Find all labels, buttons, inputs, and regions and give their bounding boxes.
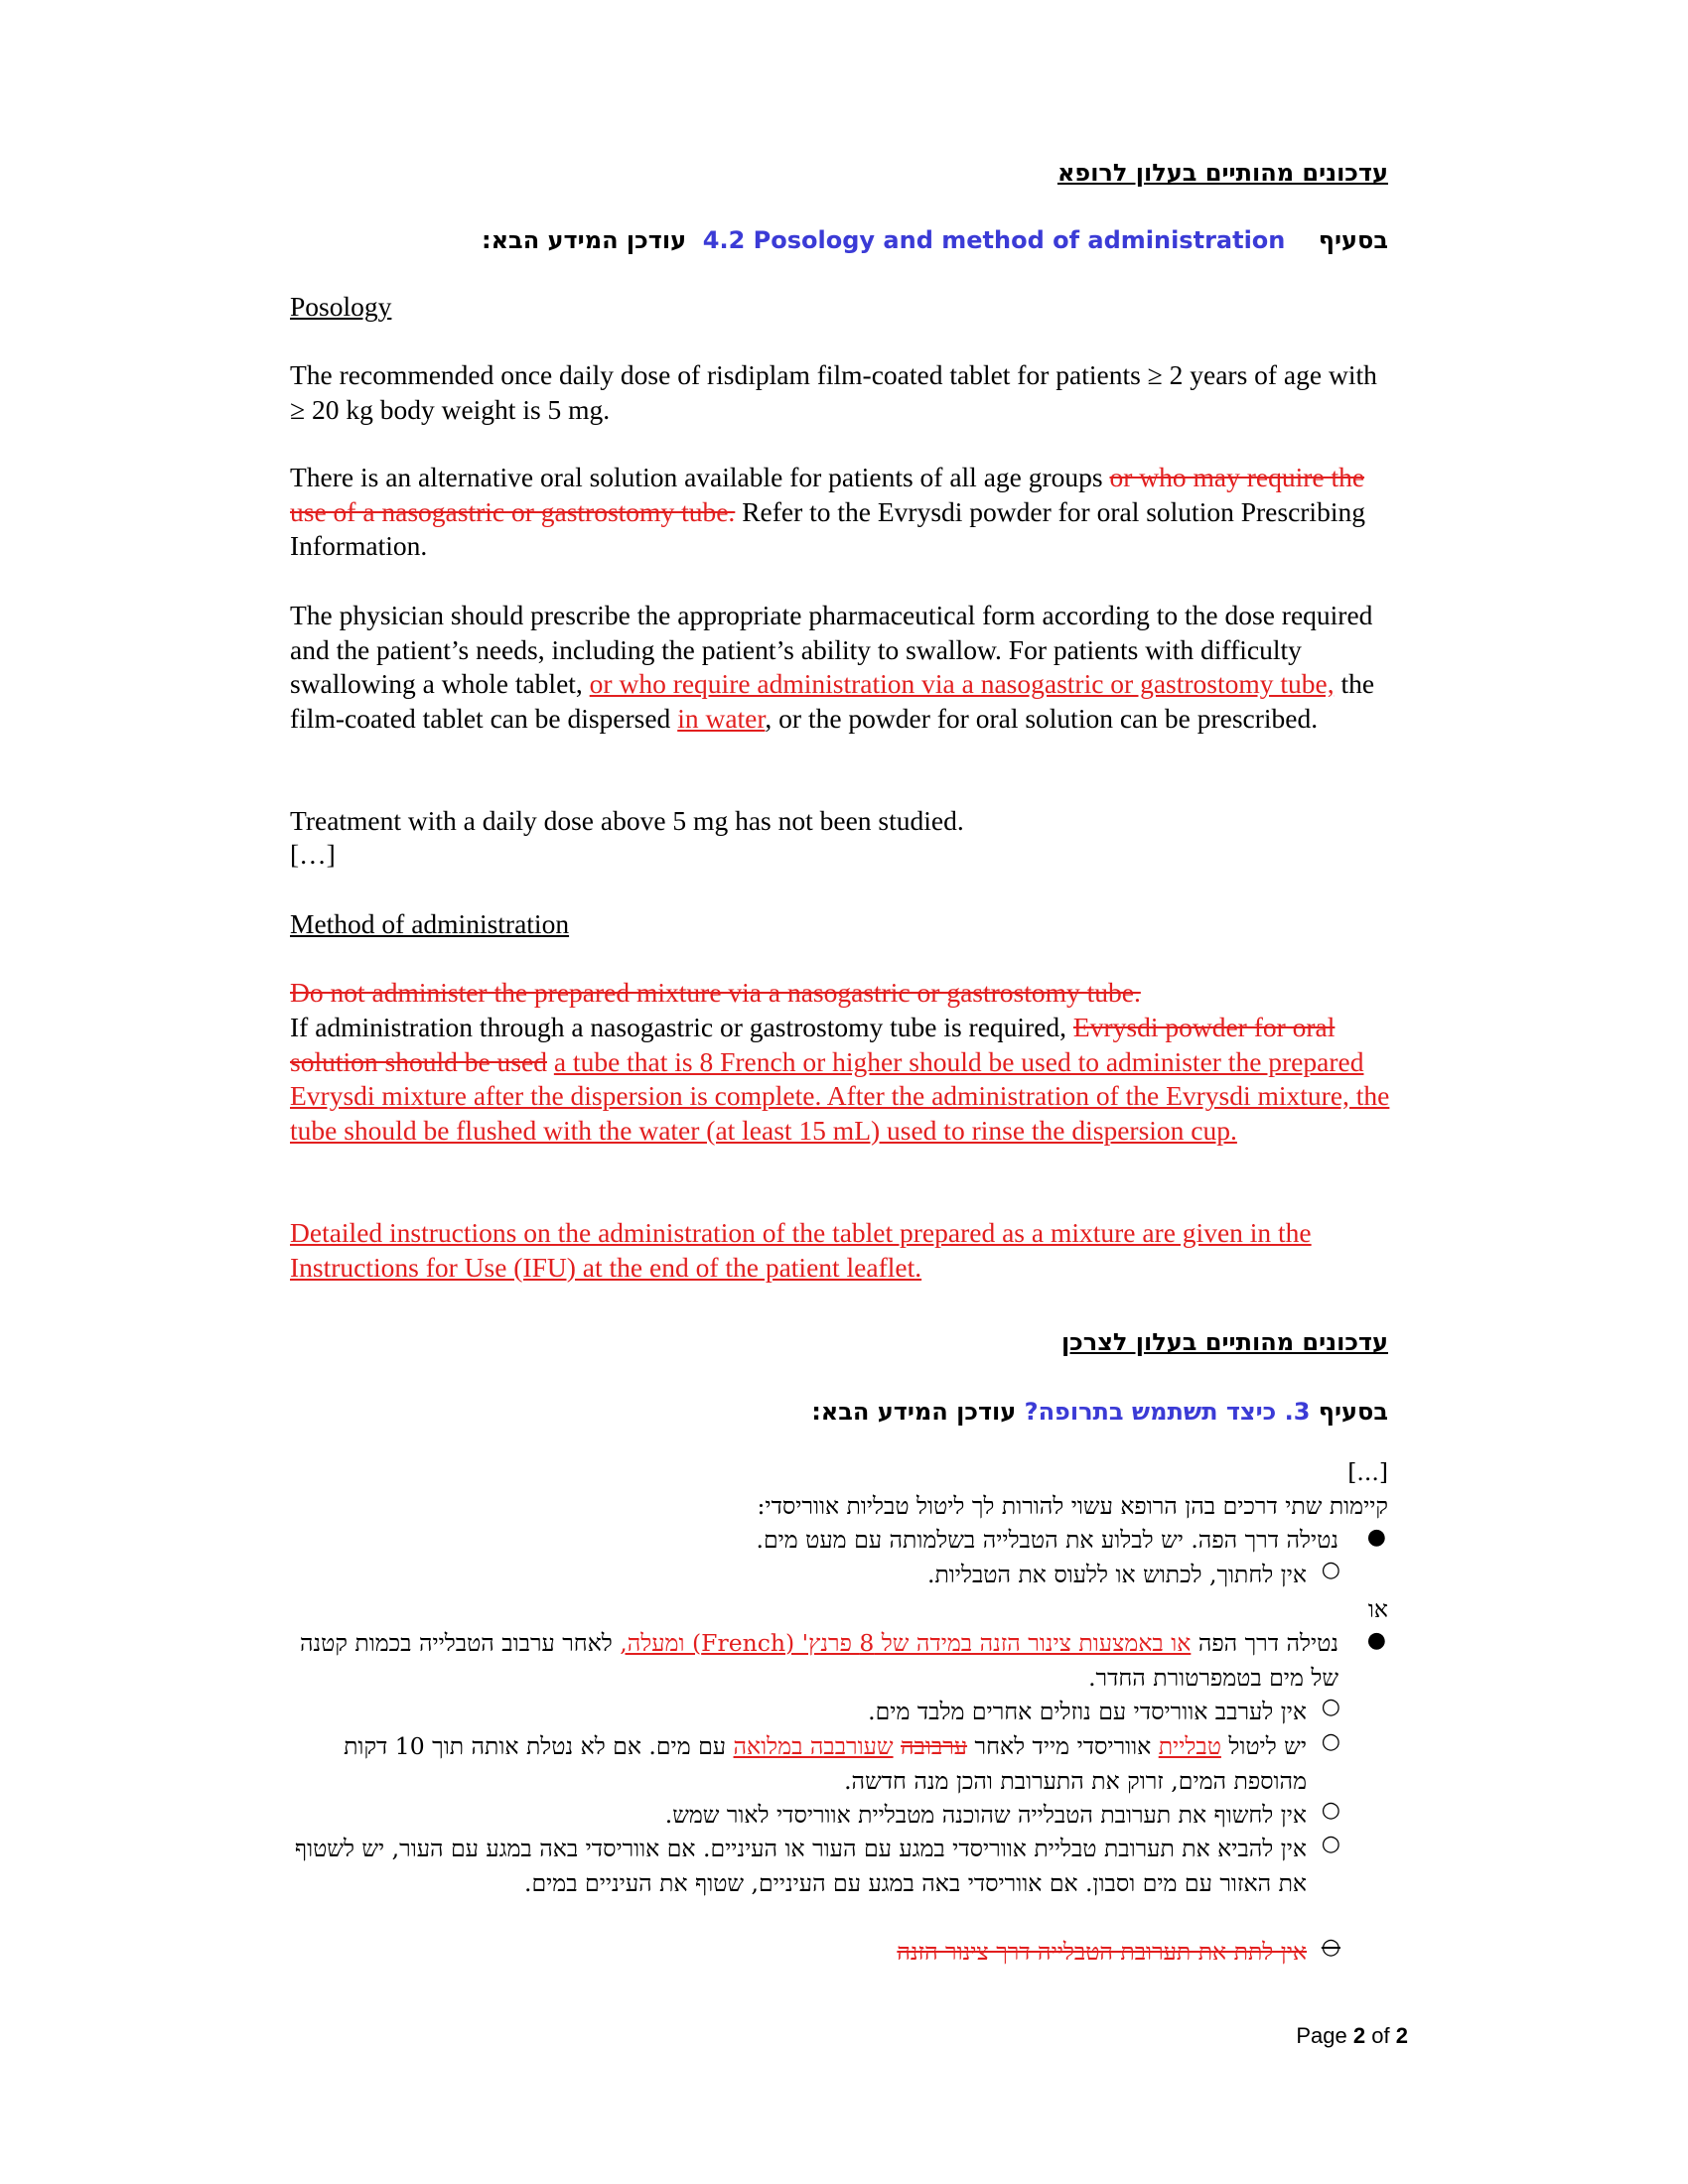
posology-paragraph-3 <box>290 599 1397 736</box>
bullet-1: נטילה דרך הפה. יש לבלוע את הטבלייה בשלמותה עם מעט מים. <box>756 1526 1338 1554</box>
text-run: עם מים. אם לא נטלת אותה תוך 10 דקות מהוספת המים, זרוק את התערובת והכן מנה חדשה. <box>344 1732 1307 1795</box>
circle-bullet-icon: ○ <box>1321 1695 1340 1719</box>
patient-ellipsis: [...] <box>1347 1458 1388 1486</box>
circle-bullet-icon: ○ <box>1321 1832 1340 1856</box>
inserted-text: in water <box>677 702 766 734</box>
of-word: of <box>1371 2023 1390 2048</box>
posology-heading: Posology <box>290 291 392 322</box>
inserted-text: a tube that is 8 French or higher should be used to administer the prepared Evrysdi mixture after the dispersion is complete. After the administration of the Evrysdi mixture, the tube should be flushed with the water (at least 15 mL) used to rinse the dispersion cup. <box>290 1045 1390 1146</box>
patient-section-line <box>811 1398 1388 1426</box>
text-run <box>894 1732 901 1760</box>
inserted-text: או באמצעות צינור הזנה במידה של 8 פרנץ' (French) ומעלה, <box>620 1629 1192 1657</box>
sub-bullet-3: אין לחשוף את תערובת הטבלייה שהוכנה מטבליית אווריסדי לאור שמש. <box>664 1801 1307 1829</box>
text-run: , or the powder for oral solution can be prescribed. <box>765 702 1319 734</box>
bullet-icon: ● <box>1366 1628 1386 1653</box>
deleted-text: Do not administer the prepared mixture via a nasogastric or gastrostomy tube. <box>290 977 1141 1008</box>
posology-paragraph-2 <box>290 461 1397 564</box>
deleted-text: or who may require the use of a nasogastric or gastrostomy tube. <box>290 462 1365 527</box>
section-prefix: בסעיף <box>1318 1398 1388 1426</box>
inserted-text: Detailed instructions on the administration of the tablet prepared as a mixture are given in the Instructions for Use (IFU) at the end of the patient leaflet. <box>290 1217 1312 1283</box>
text-run: לאחר ערבוב הטבלייה בכמות קטנה של מים בטמפרטורת החדר. <box>299 1629 1338 1692</box>
method-paragraph-3 <box>290 1216 1397 1285</box>
text-run: אווריסדי מייד לאחר <box>967 1732 1159 1760</box>
inserted-text: טבליית <box>1158 1732 1221 1760</box>
deleted-text: Evrysdi powder for oral solution should be used <box>290 1012 1336 1077</box>
text-run <box>547 1046 554 1077</box>
posology-paragraph-4: Treatment with a daily dose above 5 mg has not been studied. <box>290 805 964 836</box>
text-run: If administration through a nasogastric or gastrostomy tube is required, <box>290 1012 1073 1042</box>
text-run: נטילה דרך הפה <box>1191 1629 1338 1657</box>
inserted-text: שעורבבה במלואה <box>733 1732 894 1760</box>
patient-intro: קיימות שתי דרכים בהן הרופא עשוי להורות לך ליטול טבליות אווריסדי: <box>757 1492 1388 1520</box>
page-word: Page <box>1296 2023 1347 2048</box>
section-prefix: בסעיף <box>1318 226 1388 254</box>
text-run: the film-coated tablet can be dispersed <box>290 668 1375 734</box>
text-run: The physician should prescribe the appropriate pharmaceutical form according to the dose required and the patient’s needs, including the patient’s ability to swallow. For patients with difficulty swallowing a whole tablet, <box>290 600 1373 699</box>
page-total: 2 <box>1395 2023 1408 2048</box>
section-suffix: עודכן המידע הבא: <box>481 226 687 254</box>
section-name: 4.2 Posology and method of administration <box>702 226 1286 254</box>
sub-bullet-4: אין להביא את תערובת טבליית אווריסדי במגע עם העור או העיניים. אם אווריסדי באה במגע עם העור, יש לשטוף את האזור עם מים וסבון. אם אווריסדי באה במגע עם העיניים, שטוף את העיניים במים. <box>294 1835 1307 1897</box>
text-run: יש ליטול <box>1220 1732 1307 1760</box>
sub-bullet-2 <box>294 1729 1307 1798</box>
posology-ellipsis: […] <box>290 839 336 870</box>
deleted-text: ערבובה <box>901 1732 968 1760</box>
section-name: 3. כיצד תשתמש בתרופה? <box>1024 1398 1311 1426</box>
patient-leaflet-title: עדכונים מהותיים בעלון לצרכן <box>1060 1328 1388 1356</box>
circle-bullet-icon: ○ <box>1321 1558 1340 1582</box>
doctor-leaflet-title: עדכונים מהותיים בעלון לרופא <box>1056 159 1388 187</box>
circle-bullet-icon: ○ <box>1321 1935 1340 1960</box>
or-separator: או <box>1367 1595 1388 1623</box>
method-deleted-paragraph <box>290 976 1397 1011</box>
text-run: There is an alternative oral solution available for patients of all age groups <box>290 462 1110 492</box>
section-suffix: עודכן המידע הבא: <box>811 1398 1017 1426</box>
inserted-text: or who require administration via a nasogastric or gastrostomy tube, <box>589 668 1335 699</box>
method-paragraph-2 <box>290 1011 1397 1148</box>
page-number: 2 <box>1352 2023 1366 2048</box>
bullet-icon: ● <box>1366 1525 1386 1550</box>
bullet-2 <box>286 1626 1338 1695</box>
posology-paragraph-1: The recommended once daily dose of risdiplam film-coated tablet for patients ≥ 2 years of age with ≥ 20 kg body weight is 5 mg. <box>290 359 1377 425</box>
sub-bullet-5-deleted <box>294 1935 1307 1970</box>
page-footer <box>1296 2023 1408 2049</box>
method-heading: Method of administration <box>290 908 570 939</box>
circle-bullet-icon: ○ <box>1321 1798 1340 1823</box>
sub-bullet-1: אין לערבב אווריסדי עם נוזלים אחרים מלבד מים. <box>868 1698 1307 1725</box>
text-run: Refer to the Evrysdi powder for oral solution Prescribing Information. <box>290 495 1365 561</box>
doctor-section-line <box>482 226 1388 254</box>
deleted-text: אין לתת את תערובת הטבלייה דרך צינור הזנה <box>897 1938 1307 1966</box>
circle-bullet-icon: ○ <box>1321 1729 1340 1754</box>
bullet-1-sub: אין לחתוך, לכתוש או ללעוס את הטבליות. <box>926 1561 1307 1588</box>
